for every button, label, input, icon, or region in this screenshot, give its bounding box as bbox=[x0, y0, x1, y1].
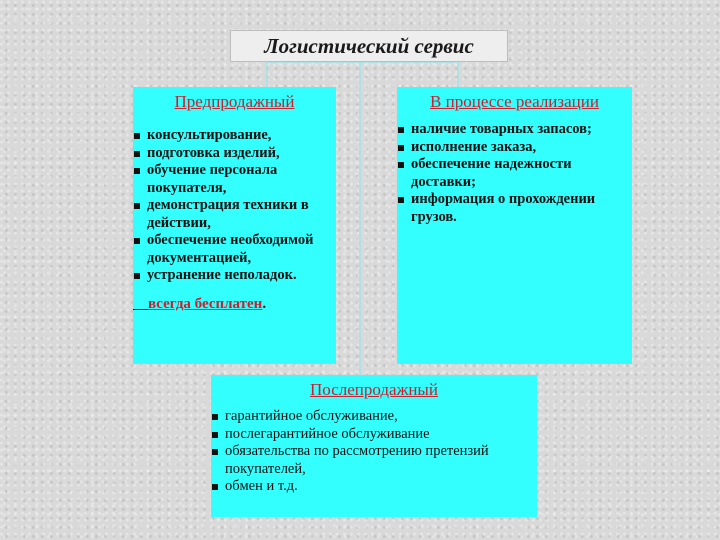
square-bullet-icon bbox=[398, 162, 404, 168]
list-item: демонстрация техники в действии, bbox=[133, 197, 336, 232]
square-bullet-icon bbox=[398, 197, 404, 203]
list-item: обязательства по рассмотрению претензий покупателей, bbox=[211, 443, 537, 478]
square-bullet-icon bbox=[212, 432, 218, 438]
postsale-box bbox=[211, 375, 537, 517]
list-item: обеспечение надежности доставки; bbox=[397, 156, 632, 191]
list-item: обучение персонала покупателя, bbox=[133, 162, 336, 197]
square-bullet-icon bbox=[134, 203, 140, 209]
presale-box bbox=[133, 87, 336, 364]
list-item: обеспечение необходимой документацией, bbox=[133, 232, 336, 267]
list-item: наличие товарных запасов; bbox=[397, 121, 632, 139]
list-item: информация о прохождении грузов. bbox=[397, 191, 632, 226]
square-bullet-icon bbox=[134, 238, 140, 244]
diagram-title bbox=[230, 30, 508, 62]
list-item: подготовка изделий, bbox=[133, 145, 336, 163]
square-bullet-icon bbox=[134, 133, 140, 139]
list-item: послегарантийное обслуживание bbox=[211, 426, 537, 444]
in-process-box bbox=[397, 87, 632, 364]
list-item: обмен и т.д. bbox=[211, 478, 537, 496]
list-item: устранение неполадок. bbox=[133, 267, 336, 285]
in-process-heading: В процессе реализации bbox=[430, 92, 599, 111]
square-bullet-icon bbox=[134, 151, 140, 157]
postsale-heading: Послепродажный bbox=[310, 380, 438, 399]
square-bullet-icon bbox=[212, 449, 218, 455]
in-process-list bbox=[397, 121, 632, 226]
postsale-list bbox=[211, 408, 537, 496]
square-bullet-icon bbox=[212, 484, 218, 490]
presale-list bbox=[133, 127, 336, 285]
square-bullet-icon bbox=[134, 273, 140, 279]
list-item: консультирование, bbox=[133, 127, 336, 145]
list-item: исполнение заказа, bbox=[397, 139, 632, 157]
presale-note-text: всегда бесплатен bbox=[148, 295, 263, 312]
presale-note-suffix: . bbox=[262, 295, 267, 312]
note-underline-prefix bbox=[133, 296, 148, 312]
square-bullet-icon bbox=[398, 145, 404, 151]
presale-heading: Предпродажный bbox=[174, 92, 295, 111]
diagram-title-text: Логистический сервис bbox=[264, 34, 474, 58]
square-bullet-icon bbox=[134, 168, 140, 174]
list-item: гарантийное обслуживание, bbox=[211, 408, 537, 426]
square-bullet-icon bbox=[398, 127, 404, 133]
square-bullet-icon bbox=[212, 414, 218, 420]
presale-note bbox=[133, 295, 336, 313]
